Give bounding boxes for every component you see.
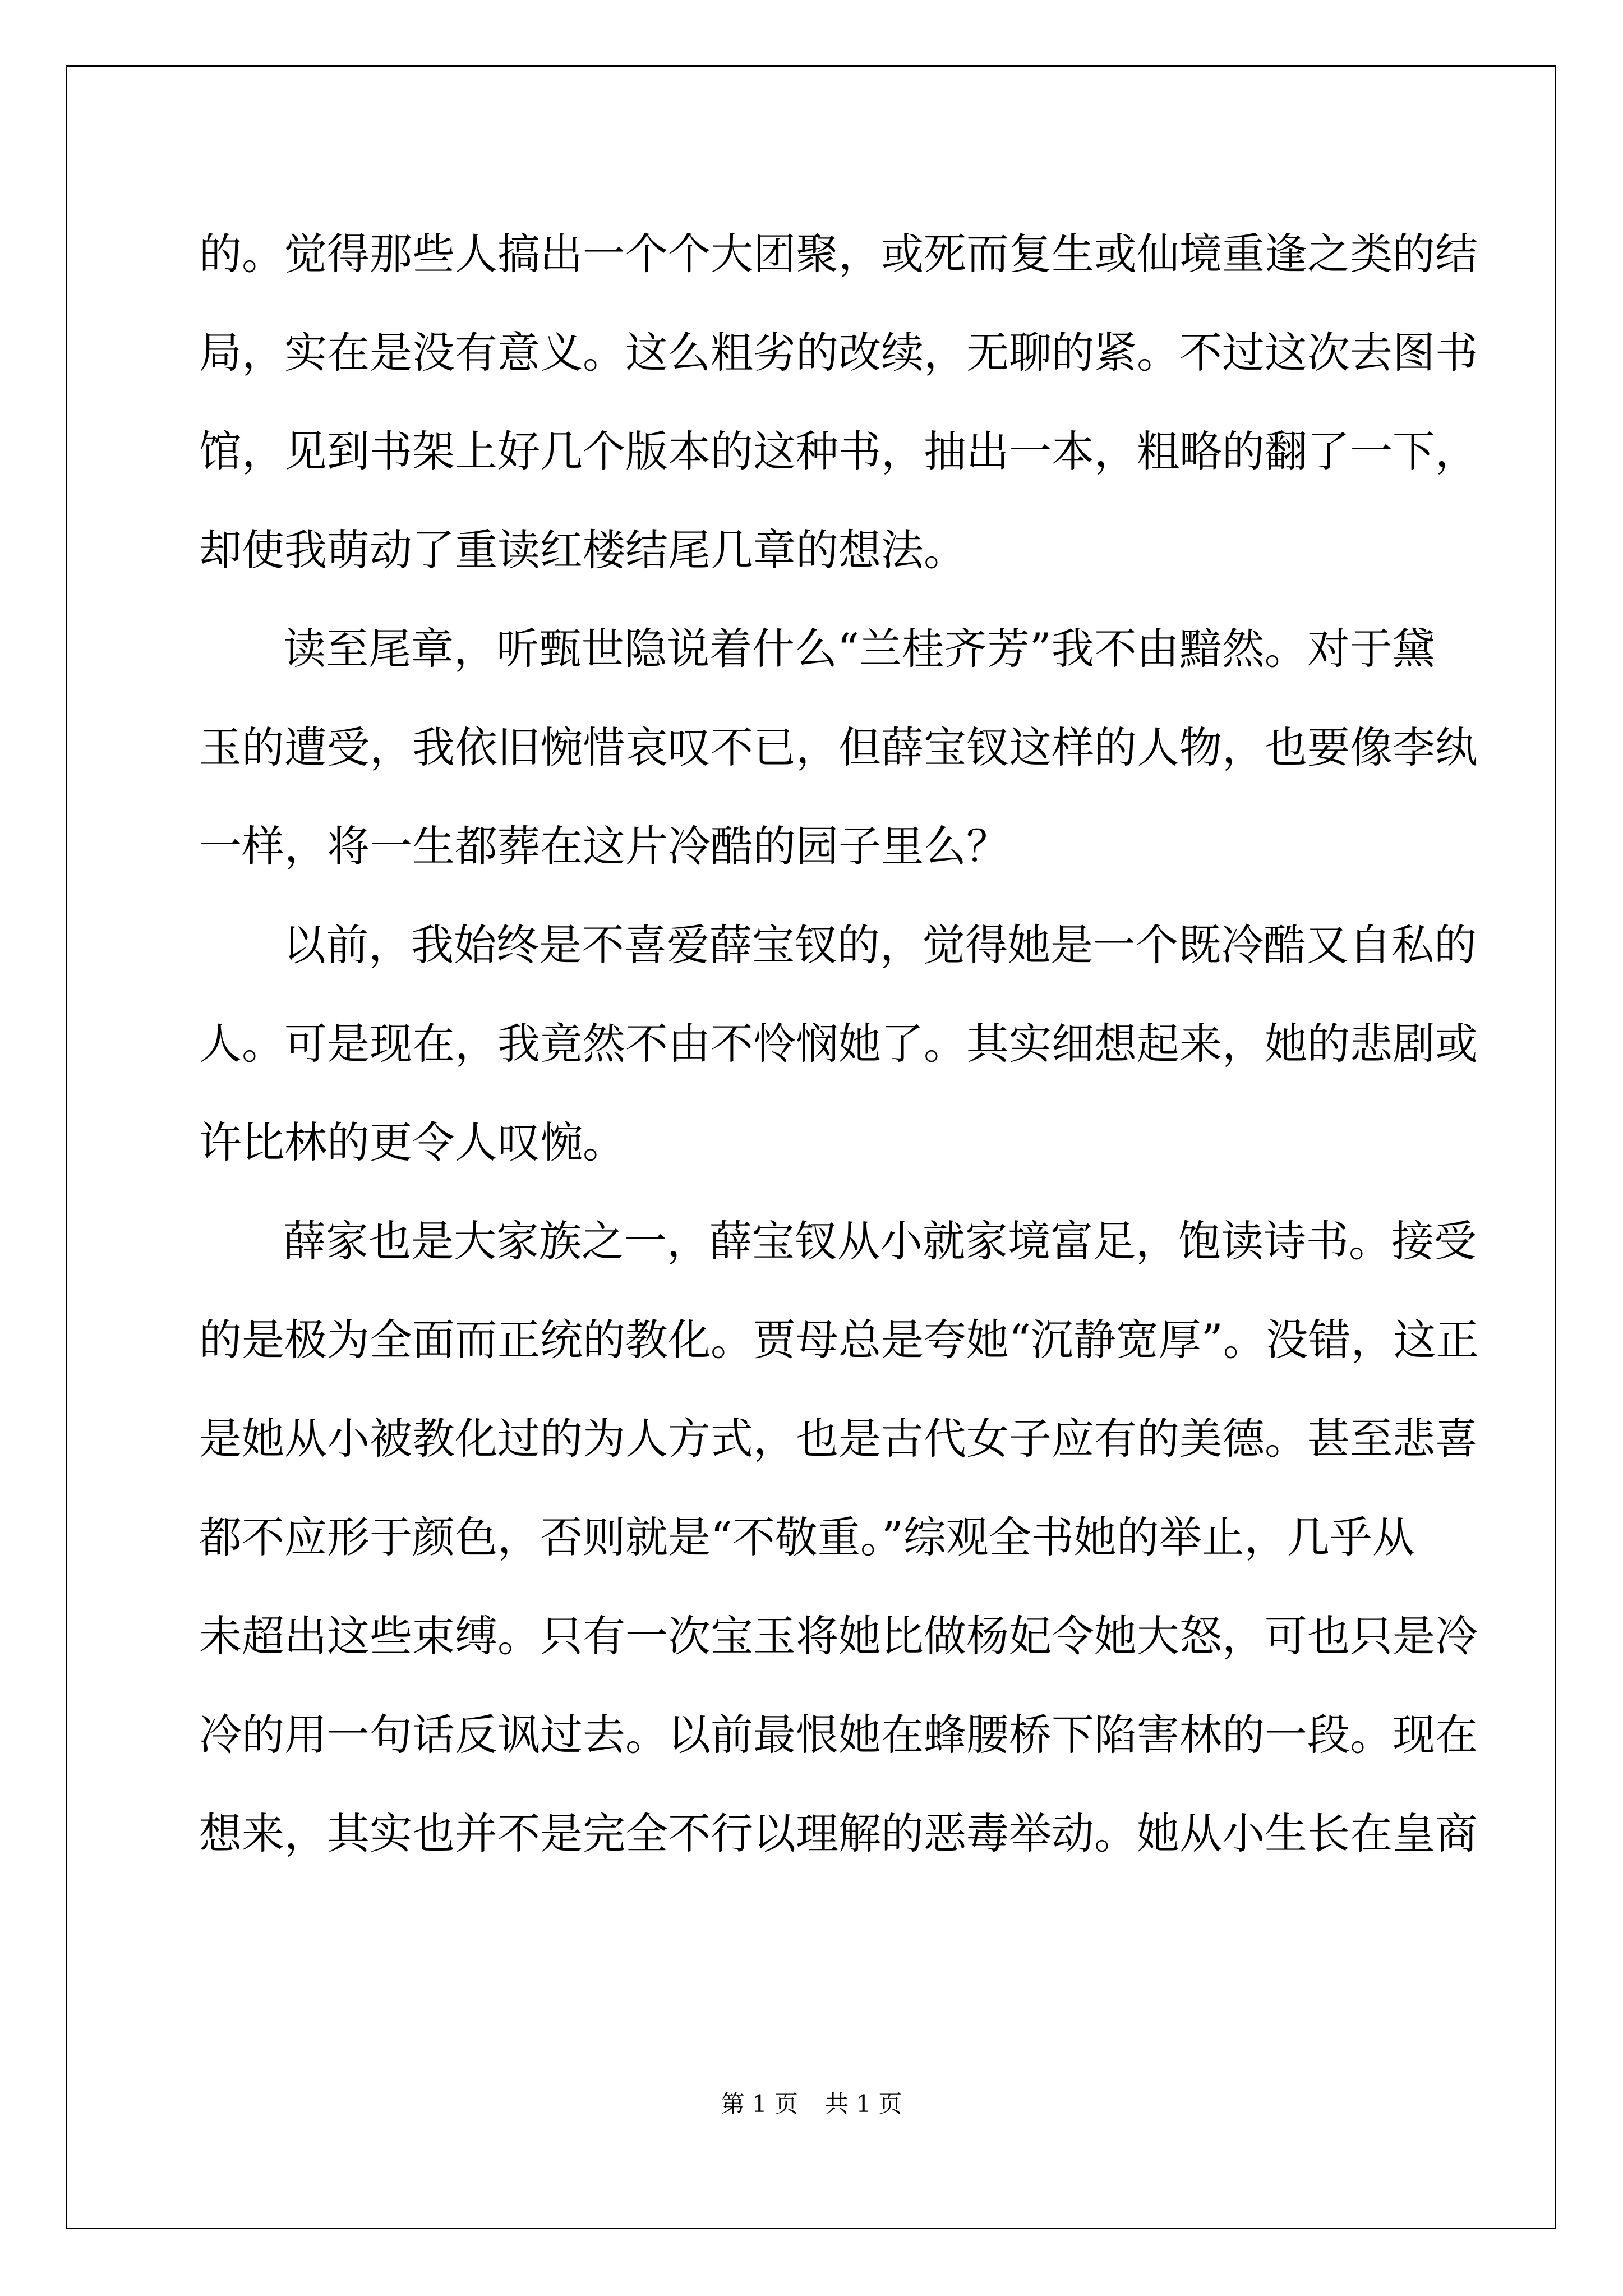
- page-footer: [0, 2086, 1623, 2119]
- text-line: 馆，见到书架上好几个版本的这种书，抽出一本，粗略的翻了一下，: [199, 426, 1478, 476]
- text-line: 读至尾章，听甄世隐说着什么“兰桂齐芳”我不由黯然。对于黛: [283, 624, 1435, 674]
- text-line: 冷的用一句话反讽过去。以前最恨她在蜂腰桥下陷害林的一段。现在: [199, 1710, 1478, 1760]
- text-line: 都不应形于颜色，否则就是“不敬重。”综观全书她的举止，几乎从: [199, 1512, 1415, 1562]
- text-line: 一样，将一生都葬在这片冷酷的园子里么？: [199, 821, 1009, 871]
- text-line: 未超出这些束缚。只有一次宝玉将她比做杨妃令她大怒，可也只是冷: [199, 1611, 1478, 1661]
- text-line: 局，实在是没有意义。这么粗劣的改续，无聊的紧。不过这次去图书: [199, 328, 1478, 378]
- document-body: [199, 205, 1479, 1883]
- paragraph-1: [199, 205, 1478, 600]
- page-number: 第 1 页: [721, 2090, 798, 2118]
- paragraph-4: [199, 1192, 1479, 1883]
- text-line: 是她从小被教化过的为人方式，也是古代女子应有的美德。甚至悲喜: [199, 1414, 1478, 1464]
- text-line: 薛家也是大家族之一，薛宝钗从小就家境富足，饱读诗书。接受: [283, 1216, 1477, 1266]
- text-line: 以前，我始终是不喜爱薛宝钗的，觉得她是一个既冷酷又自私的: [283, 920, 1477, 970]
- text-line: 的是极为全面而正统的教化。贾母总是夸她“沉静宽厚”。没错，这正: [199, 1315, 1479, 1365]
- text-line: 的。觉得那些人搞出一个个大团聚，或死而复生或仙境重逢之类的结: [199, 229, 1478, 279]
- text-line: 许比林的更令人叹惋。: [199, 1117, 625, 1167]
- text-line: 人。可是现在，我竟然不由不怜悯她了。其实细想起来，她的悲剧或: [199, 1019, 1478, 1069]
- text-line: 想来，其实也并不是完全不行以理解的恶毒举动。她从小生长在皇商: [199, 1809, 1478, 1858]
- paragraph-2: [199, 600, 1478, 896]
- text-line: 玉的遭受，我依旧惋惜哀叹不已，但薛宝钗这样的人物，也要像李纨: [199, 723, 1478, 772]
- paragraph-3: [199, 896, 1478, 1192]
- page-total: 共 1 页: [825, 2090, 902, 2118]
- text-line: 却使我萌动了重读红楼结尾几章的想法。: [199, 525, 966, 575]
